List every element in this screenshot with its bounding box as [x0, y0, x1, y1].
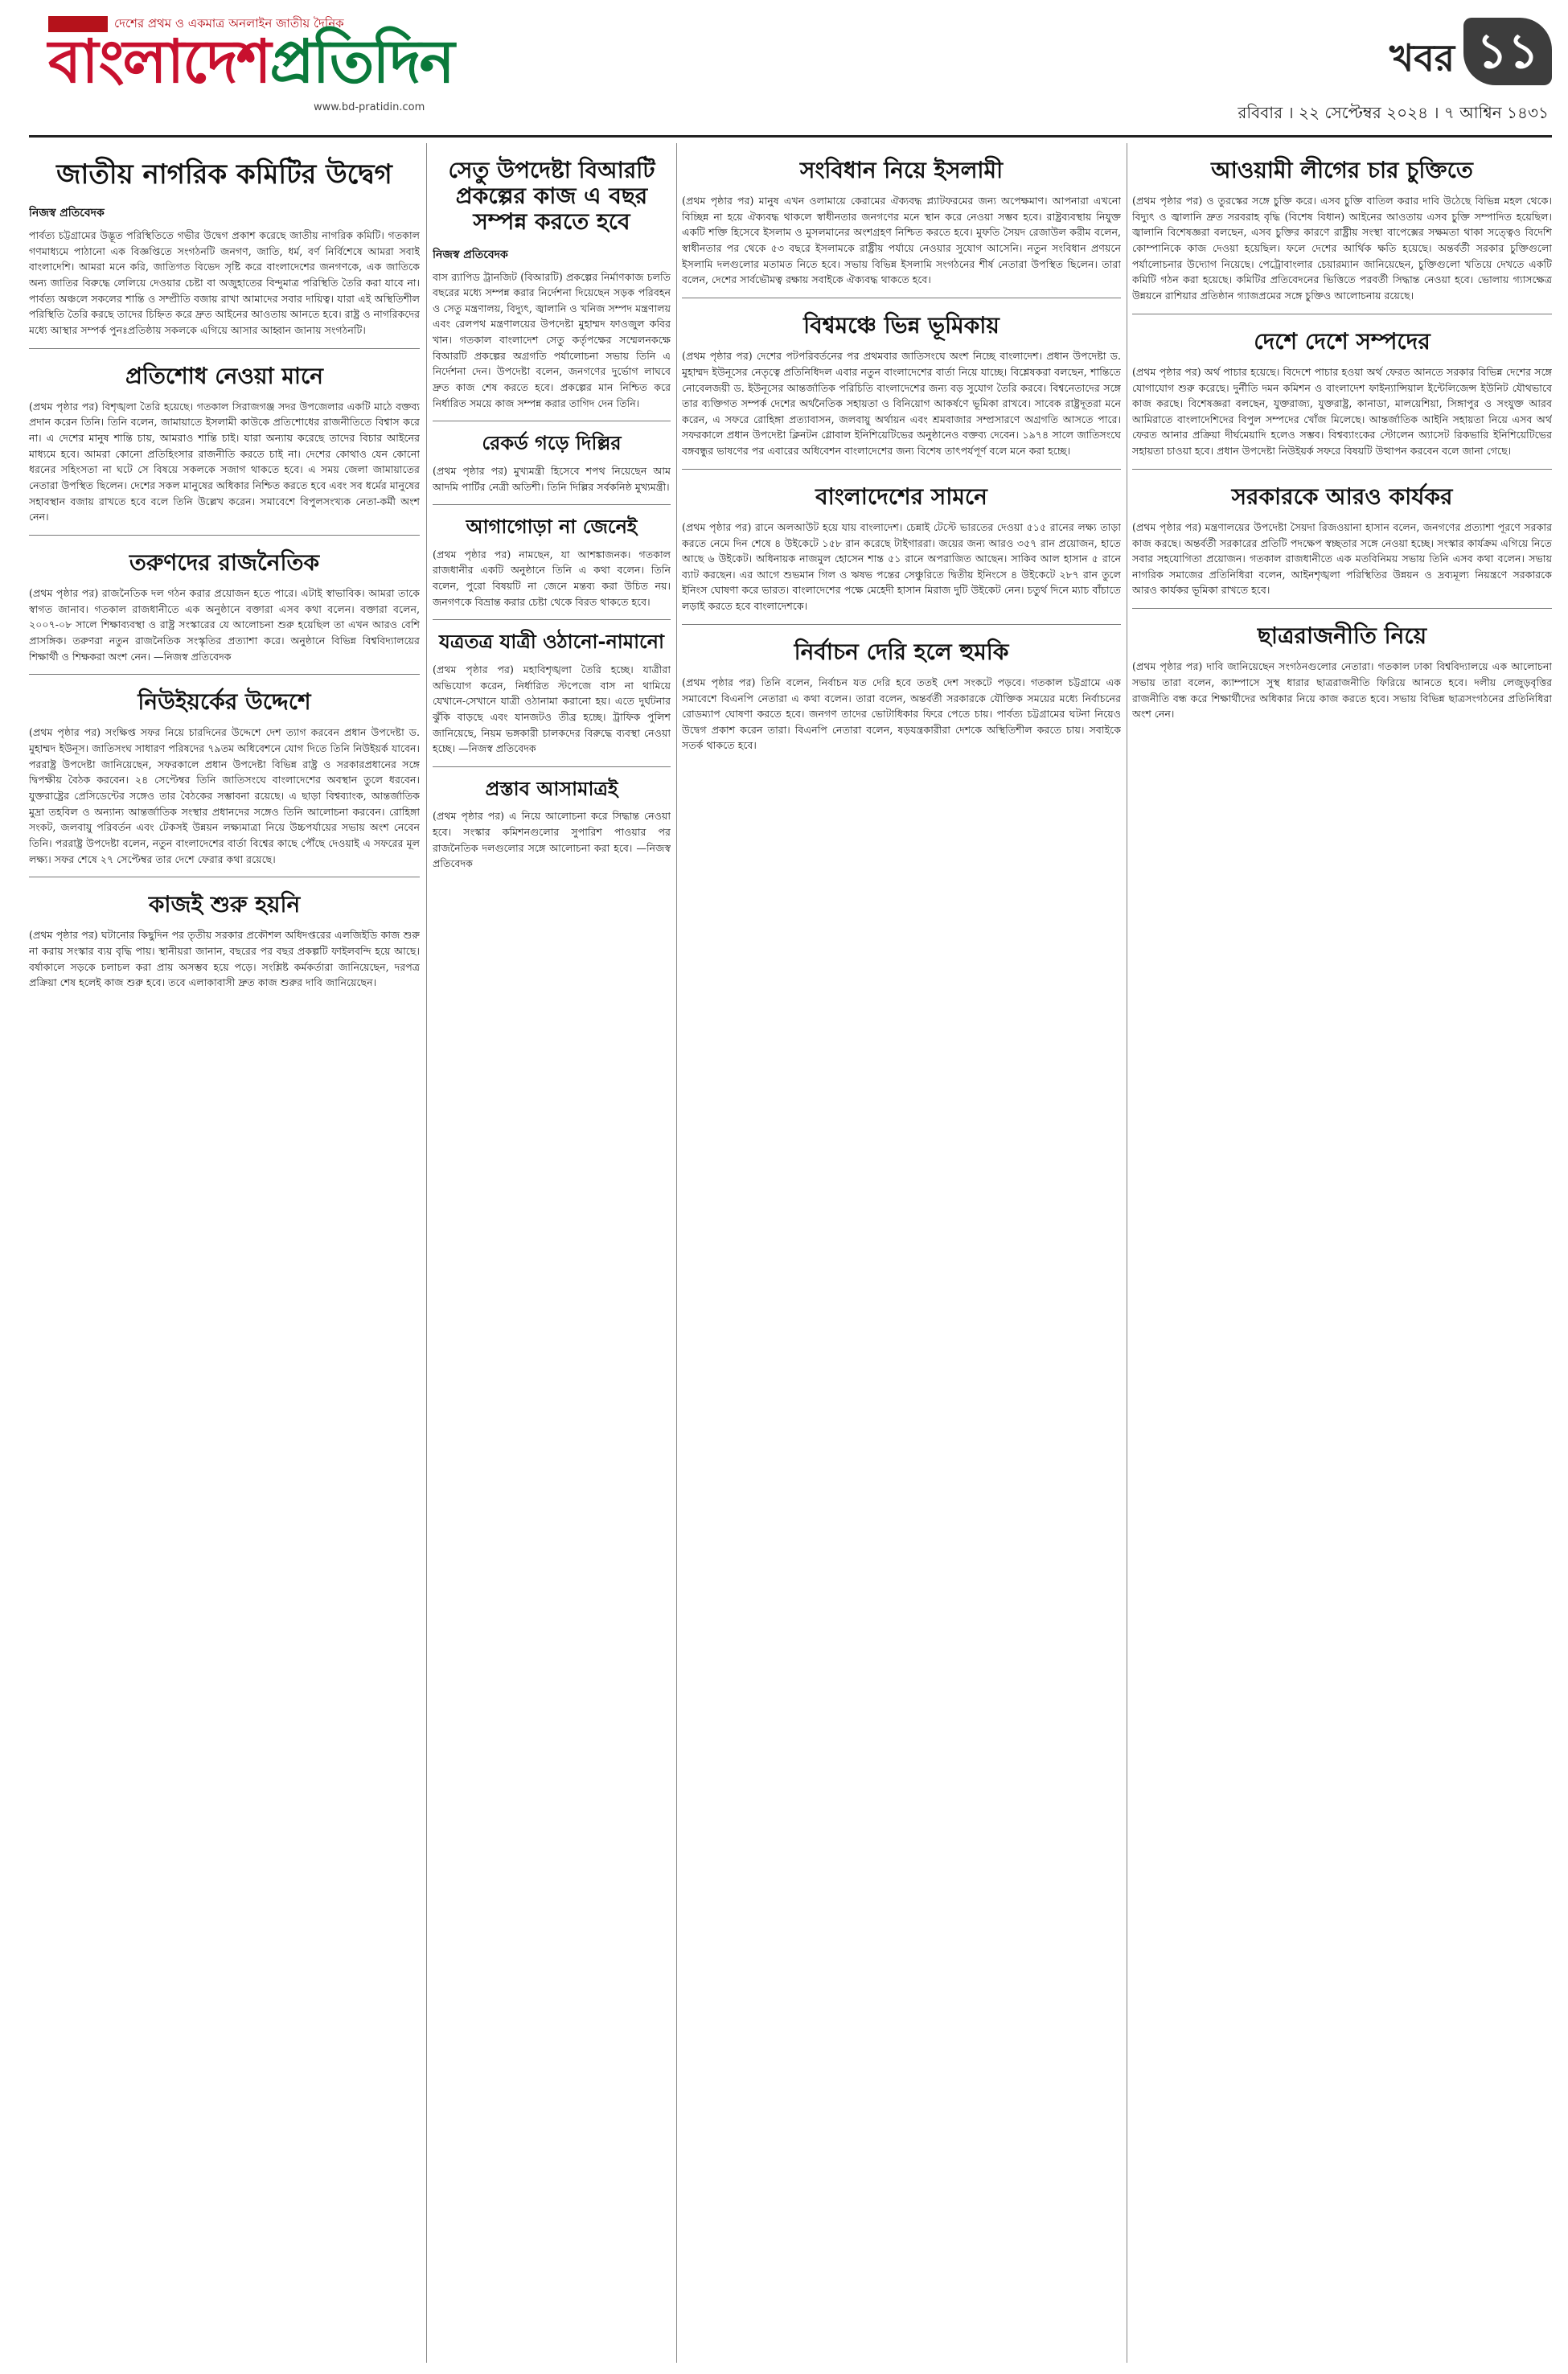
logo-tagline: দেশের প্রথম ও একমাত্র অনলাইন জাতীয় দৈনিক — [114, 16, 344, 31]
divider — [433, 504, 671, 505]
article-passenger-boarding — [433, 631, 671, 756]
article-body: (প্রথম পৃষ্ঠার পর) মহাবিশৃঙ্খলা তৈরি হচ্ছে। যাত্রীরা অভিযোগ করেন, নির্ধারিত স্টপেজে বাস না থামিয়ে যেখানে-সেখানে যাত্রী ওঠানামা করানো হয়। এতে দুর্ঘটনার ঝুঁকি বাড়ছে এবং যানজটও তীব্র হচ্ছে। ট্রাফিক পুলিশ জানিয়েছে, নিয়ম ভঙ্গকারী চালকদের বিরুদ্ধে ব্যবস্থা নেওয়া হচ্ছে। —নিজস্ব প্রতিবেদক — [433, 663, 671, 755]
column-1 — [29, 143, 420, 2363]
article-body: (প্রথম পৃষ্ঠার পর) মানুষ এখন ওলামায়ে কেরামের ঐক্যবদ্ধ প্ল্যাটফরমের জন্য অপেক্ষমাণ। আপনারা এখনো বিচ্ছিন্ন না হয়ে ঐক্যবদ্ধ থাকলে স্বাধীনতার জনগণের মনে স্থান করে নেওয়া সম্ভব হবে। রাষ্ট্রব্যবস্থায় নিযুক্ত একটি শক্তি হিসেবে ইসলাম ও মুসলমানের অংশগ্রহণ নিশ্চিত করতে হবে। মুফতি সৈয়দ রেজাউল করীম বলেন, স্বাধীনতার পর থেকে ৫৩ বছরে ইসলামকে রাষ্ট্রীয় পর্যায়ে নেওয়ার সুযোগ আসেনি। নতুন সংবিধান প্রণয়নে ইসলামি দলগুলোর মতামত নিতে হবে। সভায় বিভিন্ন ইসলামি সংগঠনের শীর্ষ নেতারা উপস্থিত ছিলেন। তারা বলেন, দেশের সার্বভৌমত্ব রক্ষায় সবাইকে ঐক্যবদ্ধ থাকতে হবে। — [682, 195, 1121, 286]
masthead — [0, 0, 1568, 142]
article-wealth-abroad — [1132, 329, 1552, 459]
headline: ছাত্ররাজনীতি নিয়ে — [1257, 622, 1427, 650]
headline: প্রতিশোধ নেওয়া মানে — [125, 362, 323, 389]
divider — [433, 766, 671, 767]
article-student-politics — [1132, 623, 1552, 722]
article-body: (প্রথম পৃষ্ঠার পর) ঘটানোর কিছুদিন পর তৃতীয় সরকার প্রকৌশল অধিদপ্তরের এলজিইডি কাজ শুরু না করায় সংস্কার ব্যয় বৃদ্ধি পায়। স্থানীয়রা জানান, বছরের পর বছর প্রকল্পটি ফাইলবন্দি হয়ে আছে। বর্ষাকালে সড়কে চলাচল করা প্রায় অসম্ভব হয়ে পড়ে। সংশ্লিষ্ট কর্মকর্তারা জানিয়েছেন, দরপত্র প্রক্রিয়া শেষ হলেই কাজ শুরু হবে। তবে এলাকাবাসী দ্রুত কাজ শুরুর দাবি জানিয়েছেন। — [29, 929, 420, 989]
divider — [29, 535, 420, 536]
headline: সরকারকে আরও কার্যকর — [1231, 483, 1453, 510]
article-body: (প্রথম পৃষ্ঠার পর) সংক্ষিপ্ত সফর নিয়ে চারদিনের উদ্দেশে দেশ ত্যাগ করবেন প্রধান উপদেষ্টা ড. মুহাম্মদ ইউনূস। জাতিসংঘ সাধারণ পরিষদের ৭৯তম অধিবেশনে যোগ দিতে তিনি নিউইয়র্ক যাবেন। পররাষ্ট্র উপদেষ্টা জানিয়েছেন, সফরকালে প্রধান উপদেষ্টা বিভিন্ন রাষ্ট্র ও সরকারপ্রধানের সঙ্গে দ্বিপক্ষীয় বৈঠক করবেন। ২৪ সেপ্টেম্বর তিনি জাতিসংঘে বাংলাদেশের অবস্থান তুলে ধরবেন। যুক্তরাষ্ট্রের প্রেসিডেন্টের সঙ্গেও তার বৈঠকের সম্ভাবনা রয়েছে। এ ছাড়া বিশ্বব্যাংক, আন্তর্জাতিক মুদ্রা তহবিল ও অন্যান্য আন্তর্জাতিক সংস্থার প্রধানদের সঙ্গেও তিনি আলোচনা করবেন। রোহিঙ্গা সংকট, জলবায়ু পরিবর্তন এবং টেকসই উন্নয়ন লক্ষ্যমাত্রা নিয়ে উচ্চপর্যায়ের সভায় অংশ নেবেন তিনি। পররাষ্ট্র উপদেষ্টা বলেন, নতুন বাংলাদেশের বার্তা বিশ্বের কাছে পৌঁছে দেওয়াই এ সফরের মূল লক্ষ্য। সফর শেষে ২৭ সেপ্টেম্বর তার দেশে ফেরার কথা রয়েছে। — [29, 726, 420, 865]
article-government-effective — [1132, 484, 1552, 598]
article-body: (প্রথম পৃষ্ঠার পর) তিনি বলেন, নির্বাচন যত দেরি হবে ততই দেশ সংকটে পড়বে। গতকাল চট্টগ্রামে এক সমাবেশে বিএনপি নেতারা এ কথা বলেন। তারা বলেন, অন্তর্বর্তী সরকারকে যৌক্তিক সময়ের মধ্যে নির্বাচনের রোডম্যাপ ঘোষণা করতে হবে। জনগণ তাদের ভোটাধিকার ফিরে পেতে চায়। পার্বত্য চট্টগ্রামের ঘটনা নিয়েও উদ্বেগ প্রকাশ করেন তারা। বিএনপি নেতারা বলেন, ষড়যন্ত্রকারীরা দেশকে অস্থিতিশীল করতে চায়। সবাইকে সতর্ক থাকতে হবে। — [682, 676, 1121, 752]
divider — [682, 624, 1121, 625]
article-body: (প্রথম পৃষ্ঠার পর) এ নিয়ে আলোচনা করে সিদ্ধান্ত নেওয়া হবে। সংস্কার কমিশনগুলোর সুপারিশ পাওয়ার পর রাজনৈতিক দলগুলোর সঙ্গে আলোচনা করা হবে। —নিজস্ব প্রতিবেদক — [433, 810, 671, 870]
headline: আওয়ামী লীগের চার চুক্তিতে — [1211, 157, 1473, 183]
article-youth-politics — [29, 550, 420, 664]
article-body: (প্রথম পৃষ্ঠার পর) দেশের পটপরিবর্তনের পর প্রথমবার জাতিসংঘে অংশ নিচ্ছে বাংলাদেশ। প্রধান উপদেষ্টা ড. মুহাম্মদ ইউনূসের নেতৃত্বে প্রতিনিধিদল এবার নতুন বাংলাদেশের বার্তা নিয়ে যাচ্ছে। বিশ্লেষকরা বলছেন, শান্তিতে নোবেলজয়ী ড. ইউনূসের আন্তর্জাতিক পরিচিতি বাংলাদেশের জন্য বড় সুযোগ তৈরি করবে। বিশ্বনেতাদের সঙ্গে তার ব্যক্তিগত সম্পর্ক দেশের অর্থনৈতিক সহায়তা ও বিনিয়োগ আকর্ষণে ভূমিকা রাখবে। সাবেক রাষ্ট্রদূতরা মনে করেন, এ সফরে রোহিঙ্গা প্রত্যাবাসন, জলবায়ু অর্থায়ন এবং শ্রমবাজার সম্প্রসারণে অগ্রগতি আসতে পারে। সফরকালে প্রধান উপদেষ্টা ক্লিনটন গ্লোবাল ইনিশিয়েটিভের অনুষ্ঠানেও বক্তব্য দেবেন। ১৯৭৪ সালে জাতিসংঘে বঙ্গবন্ধুর ভাষণের পর এবারের অধিবেশন বাংলাদেশের জন্য বিশেষ তাৎপর্যপূর্ণ বলে মনে করা হচ্ছে। — [682, 350, 1121, 458]
article-towards-newyork — [29, 689, 420, 867]
article-national-citizen-committee — [29, 159, 420, 339]
article-body: (প্রথম পৃষ্ঠার পর) বিশৃঙ্খলা তৈরি হয়েছে। গতকাল সিরাজগঞ্জ সদর উপজেলার একটি মাঠে বক্তব্য প্রদান করেন তিনি। তিনি বলেন, জামায়াতে ইসলামী কাউকে প্রতিশোধের রাজনীতিতে বিশ্বাস করে না। এ দেশের মানুষ শান্তি চায়, আমরাও শান্তি চাই। যারা অন্যায় করেছে তাদের বিচার আইনের মাধ্যমে হবে। আমরা কোনো প্রতিহিংসার রাজনীতি করতে চাই না। দেশের কোথাও যেন কোনো ধরনের সহিংসতা না ঘটে সে বিষয়ে সকলকে সজাগ থাকতে হবে। এ সময় জেলা জামায়াতের নেতারা উপস্থিত ছিলেন। দেশের সকল মানুষের অধিকার নিশ্চিত করতে হবে এবং সব ধর্মের মানুষের সহাবস্থান বজায় রাখতে হবে বলে তিনি উল্লেখ করেন। সমাবেশে বিপুলসংখ্যক নেতা-কর্মী অংশ নেন। — [29, 400, 420, 524]
headline: নিউইয়র্কের উদ্দেশে — [138, 688, 311, 716]
article-body: (প্রথম পৃষ্ঠার পর) মুখ্যমন্ত্রী হিসেবে শপথ নিয়েছেন আম আদমি পার্টির নেত্রী অতিশী। তিনি দিল্লির সর্বকনিষ্ঠ মুখ্যমন্ত্রী। — [433, 464, 671, 493]
divider — [682, 469, 1121, 470]
column-3 — [682, 143, 1121, 2363]
divider — [29, 674, 420, 675]
logo-url: www.bd-pratidin.com — [314, 101, 425, 113]
byline: নিজস্ব প্রতিবেদক — [29, 207, 105, 220]
article-work-not-started — [29, 892, 420, 991]
article-body: (প্রথম পৃষ্ঠার পর) রাজনৈতিক দল গঠন করার প্রয়োজন হতে পারে। এটাই স্বাভাবিক। আমরা তাকে স্বাগত জানাব। গতকাল রাজধানীতে এক অনুষ্ঠানে বক্তারা এসব কথা বলেন। বক্তারা বলেন, ২০০৭-০৮ সালে শিক্ষাব্যবস্থা ও রাষ্ট্র সংস্কারের যে আলোচনা শুরু হয়েছিল তা এখন আরও বেশি প্রাসঙ্গিক। তরুণরা নতুন রাজনৈতিক সংস্কৃতির প্রত্যাশা করে। অনুষ্ঠানে বিভিন্ন বিশ্ববিদ্যালয়ের শিক্ষার্থী ও শিক্ষকরা অংশ নেন। —নিজস্ব প্রতিবেদক — [29, 587, 420, 663]
column-divider — [676, 143, 677, 2363]
logo-text — [48, 27, 454, 97]
article-body: (প্রথম পৃষ্ঠার পর) মন্ত্রণালয়ের উপদেষ্টা সৈয়দা রিজওয়ানা হাসান বলেন, জনগণের প্রত্যাশা পূরণে সরকার কাজ করছে। অন্তর্বর্তী সরকারের প্রতিটি পদক্ষেপ স্বচ্ছতার সঙ্গে নেওয়া হচ্ছে। সংস্কার কার্যক্রম এগিয়ে নিতে সবার সহযোগিতা প্রয়োজন। গতকাল রাজধানীতে এক মতবিনিময় সভায় তিনি এসব কথা বলেন। সভায় নাগরিক সমাজের প্রতিনিধিরা বলেন, আইনশৃঙ্খলা পরিস্থিতির উন্নয়ন ও দ্রব্যমূল্য নিয়ন্ত্রণে সরকারকে আরও কার্যকর ভূমিকা রাখতে হবে। — [1132, 520, 1552, 597]
article-revenge-meaning — [29, 363, 420, 525]
headline: দেশে দেশে সম্পদের — [1254, 327, 1430, 355]
headline: কাজই শুরু হয়নি — [148, 891, 301, 918]
article-body: (প্রথম পৃষ্ঠার পর) রানে অলআউট হয়ে যায় বাংলাদেশ। চেন্নাই টেস্টে ভারতের দেওয়া ৫১৫ রানের লক্ষ্য তাড়া করতে নেমে দিন শেষে ৪ উইকেটে ১৫৮ রান করেছে টাইগাররা। জয়ের জন্য আরও ৩৫৭ রান প্রয়োজন, হাতে আছে ৬ উইকেট। অধিনায়ক নাজমুল হোসেন শান্ত ৫১ রানে অপরাজিত আছেন। সাকিব আল হাসান ৫ রানে ব্যাট করছেন। এর আগে শুভমান গিল ও ঋষভ পন্তের সেঞ্চুরিতে দ্বিতীয় ইনিংসে ৪ উইকেটে ২৮৭ রান তুলে ইনিংস ঘোষণা করে ভারত। বাংলাদেশের পক্ষে মেহেদী হাসান মিরাজ দুটি উইকেট নেন। চতুর্থ দিনে ম্যাচ বাঁচাতে লড়াই করতে হবে বাংলাদেশকে। — [682, 520, 1121, 613]
column-divider — [426, 143, 427, 2363]
article-without-knowing — [433, 516, 671, 610]
headline: জাতীয় নাগরিক কমিটির উদ্বেগ — [56, 158, 392, 191]
article-body: বাস র‍্যাপিড ট্রানজিট (বিআরটি) প্রকল্পের নির্মাণকাজ চলতি বছরের মধ্যে সম্পন্ন করার নির্দেশনা দিয়েছেন সড়ক পরিবহন ও সেতু মন্ত্রণালয়, বিদ্যুৎ, জ্বালানি ও খনিজ সম্পদ মন্ত্রণালয় এবং রেলপথ মন্ত্রণালয়ের উপদেষ্টা মুহাম্মদ ফাওজুল কবির খান। গতকাল বাংলাদেশ সেতু কর্তৃপক্ষের সম্মেলনকক্ষে বিআরটি প্রকল্পের অগ্রগতি পর্যালোচনা সভায় তিনি এ নির্দেশনা দেন। উপদেষ্টা বলেন, জনগণের দুর্ভোগ লাঘবে দ্রুত কাজ শেষ করতে হবে। প্রকল্পের মান নিশ্চিত করে নির্ধারিত সময়ে কাজ সম্পন্ন করার তাগিদ দেন তিনি। — [433, 270, 671, 409]
masthead-rule — [29, 135, 1552, 138]
article-awami-league-contracts — [1132, 158, 1552, 304]
headline: তরুণদের রাজনৈতিক — [129, 548, 320, 576]
headline: সেতু উপদেষ্টা বিআরটি প্রকল্পের কাজ এ বছর সম্পন্ন করতে হবে — [448, 157, 655, 236]
section-label: খবর — [1389, 36, 1455, 80]
article-world-stage — [682, 313, 1121, 459]
logo-part-1: বাংলাদেশ — [48, 27, 270, 97]
column-2 — [433, 143, 671, 2363]
column-4 — [1132, 143, 1552, 2363]
article-bangladesh-ahead — [682, 484, 1121, 614]
headline: সংবিধান নিয়ে ইসলামী — [799, 157, 1004, 183]
divider — [1132, 469, 1552, 470]
article-constitution-islamic — [682, 158, 1121, 288]
divider — [1132, 608, 1552, 609]
headline: যত্রতত্র যাত্রী ওঠানো-নামানো — [439, 630, 664, 654]
newspaper-logo[interactable] — [48, 14, 499, 119]
headline: রেকর্ড গড়ে দিল্লির — [482, 432, 622, 455]
article-election-delay — [682, 639, 1121, 754]
headline: বিশ্বমঞ্চে ভিন্ন ভূমিকায় — [803, 312, 999, 339]
article-proposal — [433, 778, 671, 872]
headline: নির্বাচন দেরি হলে হুমকি — [794, 638, 1009, 665]
divider — [433, 619, 671, 620]
divider — [29, 348, 420, 349]
article-body: (প্রথম পৃষ্ঠার পর) দাবি জানিয়েছেন সংগঠনগুলোর নেতারা। গতকাল ঢাকা বিশ্ববিদ্যালয়ে এক আলোচনা সভায় তারা বলেন, ক্যাম্পাসে সুস্থ ধারার ছাত্ররাজনীতি ফিরিয়ে আনতে হবে। দলীয় লেজুড়বৃত্তির রাজনীতি বন্ধ করে শিক্ষার্থীদের অধিকার নিয়ে কাজ করতে হবে। সভায় বিভিন্ন ছাত্রসংগঠনের প্রতিনিধিরা অংশ নেন। — [1132, 660, 1552, 721]
headline: প্রস্তাব আসামাত্রই — [485, 777, 618, 800]
issue-date: রবিবার । ২২ সেপ্টেম্বর ২০২৪ । ৭ আশ্বিন ১৪৩১ — [1238, 103, 1549, 122]
byline: নিজস্ব প্রতিবেদক — [433, 248, 508, 261]
article-body: (প্রথম পৃষ্ঠার পর) ও তুরস্কের সঙ্গে চুক্তি করে। এসব চুক্তি বাতিল করার দাবি উঠেছে বিভিন্ন মহল থেকে। বিদ্যুৎ ও জ্বালানি দ্রুত সরবরাহ বৃদ্ধি (বিশেষ বিধান) আইনের আওতায় এসব চুক্তি সম্পাদিত হয়েছিল। জ্বালানি বিশেষজ্ঞরা বলছেন, এসব চুক্তির কারণে রাষ্ট্রীয় সংস্থা বাপেক্সের সক্ষমতা থাকা সত্ত্বেও বিদেশি কোম্পানিকে কাজ দেওয়া হয়েছিল। ফলে দেশের আর্থিক ক্ষতি হয়েছে। অন্তর্বর্তী সরকার চুক্তিগুলো পর্যালোচনার উদ্যোগ নিয়েছে। পেট্রোবাংলার চেয়ারম্যান জানিয়েছেন, চুক্তিগুলো খতিয়ে দেখতে একটি কমিটি গঠন করা হয়েছে। কমিটির প্রতিবেদনের ভিত্তিতে পরবর্তী সিদ্ধান্ত নেওয়া হবে। ভোলায় গ্যাসক্ষেত্র উন্নয়নে রাশিয়ার প্রতিষ্ঠান গ্যাজপ্রমের সঙ্গে চুক্তিও আলোচনায় রয়েছে। — [1132, 195, 1552, 302]
article-delhi-record — [433, 433, 671, 495]
headline: বাংলাদেশের সামনে — [815, 483, 987, 510]
article-body: পার্বত্য চট্টগ্রামের উদ্ভূত পরিস্থিতিতে গভীর উদ্বেগ প্রকাশ করেছে জাতীয় নাগরিক কমিটি। গতকাল গণমাধ্যমে পাঠানো এক বিজ্ঞপ্তিতে সংগঠনটি জনগণ, জাতি, ধর্ম, বর্ণ নির্বিশেষে আমরা সবাই বাংলাদেশি। আমরা মনে করি, জাতিগত বিভেদ সৃষ্টি করে বাংলাদেশের জনগণকে, এক জাতিকে অন্য জাতির বিরুদ্ধে লেলিয়ে দেওয়ার চেষ্টা বা অজুহাতের বিন্দুমাত্র পরিস্থিতি তৈরি করা যাবে না। পার্বত্য অঞ্চলে সকলের শান্তি ও সম্প্রীতি বজায় রাখা আমাদের সবার দায়িত্ব। যারা এই অস্থিতিশীল পরিস্থিতি তৈরি করছে তাদের চিহ্নিত করে দ্রুত আইনের আওতায় আনতে হবে। রাষ্ট্র ও নাগরিকদের মধ্যে আস্থার সম্পর্ক পুনঃপ্রতিষ্ঠায় সকলকে এগিয়ে আসার আহ্বান জানায় সংগঠনটি। — [29, 229, 420, 336]
article-brt-project — [433, 158, 671, 411]
logo-part-2: প্রতিদিন — [269, 27, 454, 97]
article-body: (প্রথম পৃষ্ঠার পর) অর্থ পাচার হয়েছে। বিদেশে পাচার হওয়া অর্থ ফেরত আনতে সরকার বিভিন্ন দেশের সঙ্গে যোগাযোগ শুরু করেছে। দুর্নীতি দমন কমিশন ও বাংলাদেশ ফাইন্যান্সিয়াল ইন্টেলিজেন্স ইউনিট যৌথভাবে কাজ করছে। বিশেষজ্ঞরা বলছেন, যুক্তরাজ্য, যুক্তরাষ্ট্র, কানাডা, মালয়েশিয়া, সিঙ্গাপুর ও সংযুক্ত আরব আমিরাতে বাংলাদেশিদের বিপুল সম্পদের খোঁজ মিলেছে। আন্তর্জাতিক আইনি সহায়তা নিয়ে এসব অর্থ ফেরত আনার প্রক্রিয়া দীর্ঘমেয়াদি হলেও সম্ভব। বিশ্বব্যাংকের স্টোলেন অ্যাসেট রিকভারি ইনিশিয়েটিভের সহায়তা চাওয়া হবে। প্রধান উপদেষ্টা নিউইয়র্ক সফরে বিষয়টি উত্থাপন করবেন বলে জানা গেছে। — [1132, 365, 1552, 458]
headline: আগাগোড়া না জেনেই — [466, 515, 638, 539]
article-body: (প্রথম পৃষ্ঠার পর) নামছেন, যা আশঙ্কাজনক। গতকাল রাজধানীর একটি অনুষ্ঠানে তিনি এ কথা বলেন। তিনি বলেন, পুরো বিষয়টি না জেনে মন্তব্য করা উচিত নয়। জনগণকে বিভ্রান্ত করার চেষ্টা থেকে বিরত থাকতে হবে। — [433, 548, 671, 608]
page-number-badge: ১১ — [1463, 18, 1552, 85]
